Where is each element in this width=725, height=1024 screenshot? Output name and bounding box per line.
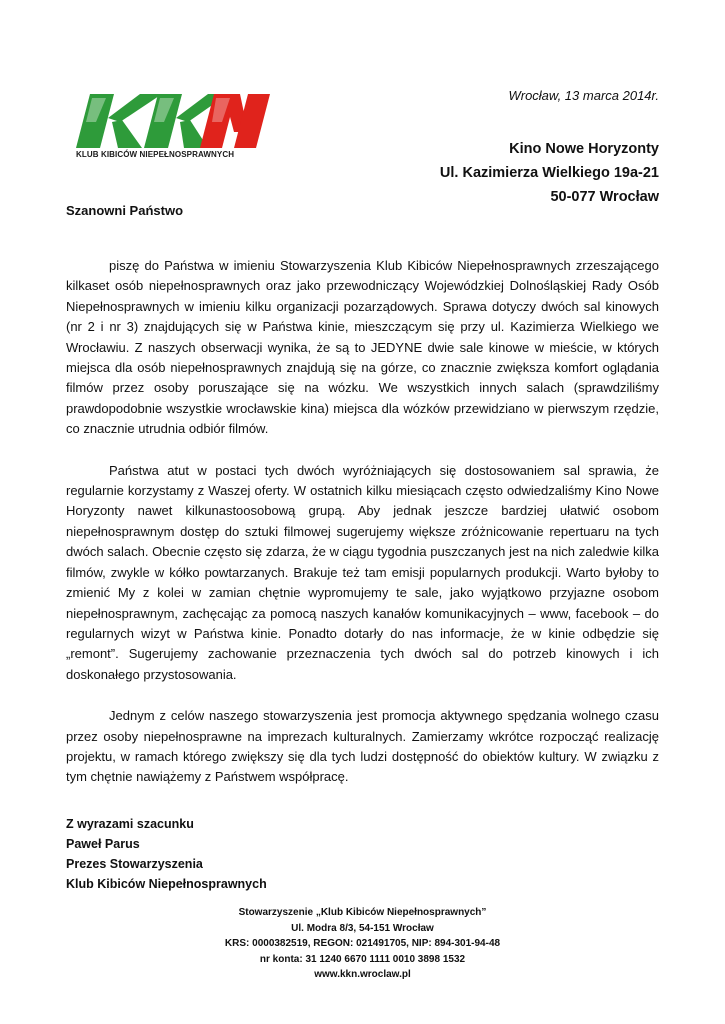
body-paragraph-3: Jednym z celów naszego stowarzyszenia jest promocja aktywnego spędzania wolnego czasu przez osoby niepełnosprawne na imprezach kulturalnych. Zamierzamy wkrótce rozpocząć realizację projektu, w ramach którego zwiększy się dla tych ludzi dostępność do obiektów kultury. W związku z tym chętnie nawiążemy z Państwem współpracę.	[66, 708, 659, 785]
recipient-city: 50-077 Wrocław	[550, 189, 659, 205]
footer-organization: Stowarzyszenie „Klub Kibiców Niepełnosprawnych”	[238, 907, 487, 918]
footer-address: Ul. Modra 8/3, 54-151 Wrocław	[291, 922, 434, 934]
signature-name: Paweł Parus	[66, 837, 140, 851]
signature-organization: Klub Kibiców Niepełnosprawnych	[66, 877, 267, 891]
logo-caption: KLUB KIBICÓW NIEPEŁNOSPRAWNYCH	[76, 150, 235, 159]
footer-bank-account: nr konta: 31 1240 6670 1111 0010 3898 1532	[259, 953, 466, 965]
footer-website: www.kkn.wroclaw.pl	[314, 969, 411, 980]
letter-body	[66, 256, 659, 809]
body-paragraph-2: Państwa atut w postaci tych dwóch wyróżniających się dostosowaniem sal sprawia, że regularnie korzystamy z Waszej oferty. W ostatnich kilku miesiącach często odwiedzaliśmy Kino Nowe Horyzonty nawet kilkunastoosobową grupą. Aby jednak jeszcze bardziej ułatwić osobom niepełnosprawnym dostęp do sztuki filmowej sugerujemy większe zróżnicowanie repertuaru na tych dwóch salach. Obecnie często się zdarza, że w ciągu tygodnia puszczanych jest na nich zaledwie kilka filmów, zwykle w kółko powtarzanych. Brakuje też tam emisji popularnych produkcji. Warto byłoby to zmienić My z kolei w zamian chętnie wypromujemy te sale, jako wyjątkowo przyjazne osobom niepełnosprawnym, zachęcając za pomocą naszych kanałów komunikacyjnych – www, facebook – do regularnych wizyt w Państwa kinie. Ponadto dotarły do nas informacje, że w kinie odbędzie się „remont”. Sugerujemy zachowanie przeznaczenia tych dwóch sal do potrzeb kinowych i ich doskonałego przystosowania.	[66, 462, 659, 682]
logo-k1-lower-arm	[112, 120, 142, 148]
signature-block	[66, 814, 267, 894]
kkn-logo	[62, 92, 272, 164]
signature-closing: Z wyrazami szacunku	[66, 817, 194, 831]
salutation: Szanowni Państwo	[66, 203, 184, 218]
recipient-address	[440, 137, 659, 209]
signature-role: Prezes Stowarzyszenia	[66, 857, 203, 871]
letter-date: Wrocław, 13 marca 2014r.	[508, 88, 659, 103]
letter-footer	[0, 905, 725, 983]
recipient-name: Kino Nowe Horyzonty	[509, 141, 659, 157]
body-paragraph-1: piszę do Państwa w imieniu Stowarzyszenia Klub Kibiców Niepełnosprawnych zrzeszającego kilkaset osób niepełnosprawnych oraz jako przewodniczący Wojewódzkiej Dolnośląskiej Rady Osób Niepełnosprawnych w imieniu kilku organizacji pozarządowych. Sprawa dotyczy dwóch sal kinowych (nr 2 i nr 3) znajdujących się w Państwa kinie, mieszczącym się przy ul. Kazimierza Wielkiego we Wrocławiu. Z naszych obserwacji wynika, że są to JEDYNE dwie sale kinowe w mieście, w których miejsca dla osób niepełnosprawnych znajdują się na górze, co znacznie zwiększa komfort oglądania filmów przez osoby poruszające się na wózku. We wszystkich innych salach (sprawdziliśmy prawdopodobnie wszystkie wrocławskie kina) miejsca dla wózków przewidziano w pierwszym rzędzie, co znacznie utrudnia odbiór filmów.	[66, 258, 659, 437]
recipient-street: Ul. Kazimierza Wielkiego 19a-21	[439, 165, 659, 181]
kkn-logo-graphic	[62, 92, 272, 150]
footer-registration: KRS: 0000382519, REGON: 021491705, NIP: 894-301-94-48	[224, 938, 501, 949]
